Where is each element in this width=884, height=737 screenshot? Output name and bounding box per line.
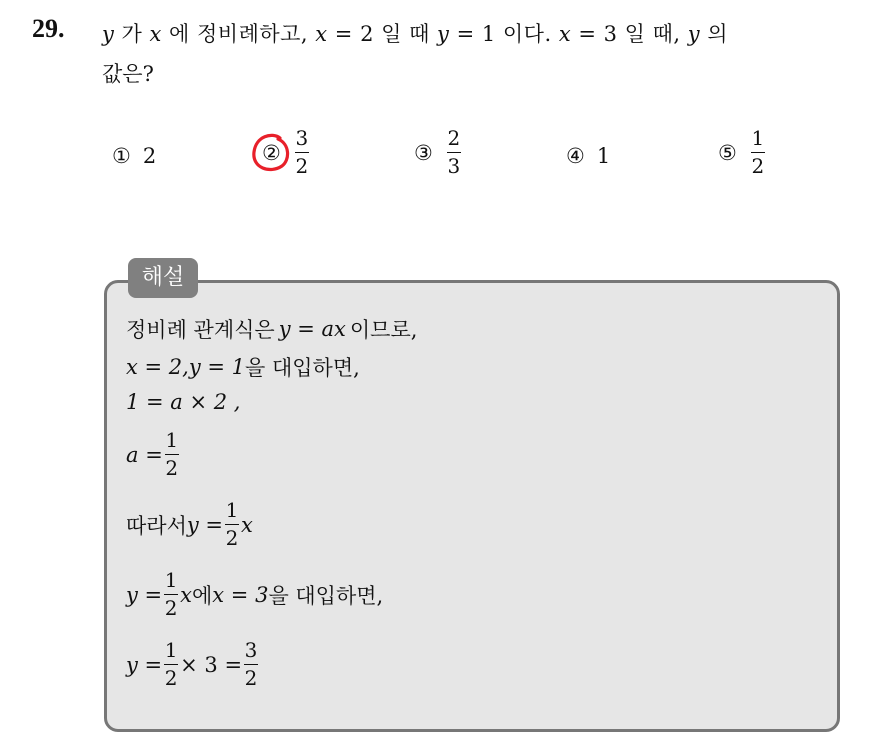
numerator: 1 xyxy=(165,428,179,452)
choice-fraction xyxy=(295,128,309,177)
denominator: 2 xyxy=(244,666,258,690)
question-number: 29. xyxy=(32,14,65,43)
q-text: = 2 일 때 xyxy=(327,22,438,46)
sol-math: y = ax xyxy=(278,317,346,341)
choice-1[interactable] xyxy=(112,144,156,168)
choice-4[interactable] xyxy=(566,144,610,168)
q-text: = 3 일 때, xyxy=(571,22,688,46)
sol-math: x = 3 xyxy=(212,582,269,607)
choice-mark: ④ xyxy=(566,144,585,168)
choice-fraction xyxy=(751,128,765,177)
choice-mark: ② xyxy=(262,140,281,165)
numerator: 3 xyxy=(295,126,309,150)
question-text-line2: 값은? xyxy=(102,62,154,86)
solution-line-4 xyxy=(126,430,181,479)
sol-text: 을 대입하면, xyxy=(245,356,360,380)
choice-value: 2 xyxy=(142,144,157,168)
numerator: 2 xyxy=(447,126,461,150)
var-x: x xyxy=(315,22,328,46)
fraction-bar xyxy=(244,664,258,665)
var-x: x xyxy=(558,22,572,46)
fraction-bar xyxy=(295,152,309,153)
sol-math: y = xyxy=(126,652,163,677)
denominator: 2 xyxy=(165,456,179,480)
numerator: 1 xyxy=(164,568,178,592)
sol-text: 이므로, xyxy=(349,318,418,342)
sol-math: y = xyxy=(186,512,223,537)
sol-text: 에 xyxy=(191,583,213,608)
var-y: y xyxy=(102,22,115,46)
sol-fraction xyxy=(164,640,178,689)
denominator: 2 xyxy=(295,154,309,178)
question-text-line1 xyxy=(102,18,728,48)
q-text: 의 xyxy=(700,22,729,46)
choice-value: 1 xyxy=(596,144,611,168)
sol-fraction xyxy=(225,500,239,549)
solution-line-6 xyxy=(126,570,383,619)
numerator: 1 xyxy=(751,126,765,150)
choice-5[interactable] xyxy=(718,128,767,177)
choice-fraction xyxy=(447,128,461,177)
fraction-bar xyxy=(751,152,765,153)
sol-text: 을 대입하면, xyxy=(268,583,384,608)
fraction-bar xyxy=(164,594,178,595)
choice-mark: ③ xyxy=(414,140,433,165)
q-text: 가 xyxy=(114,22,150,46)
var-x: x xyxy=(149,22,162,46)
q-text: = 1 이다. xyxy=(449,22,559,46)
denominator: 2 xyxy=(225,526,239,550)
fraction-bar xyxy=(165,454,179,455)
var-y: y xyxy=(437,22,450,46)
numerator: 3 xyxy=(244,638,258,662)
choice-mark: ⑤ xyxy=(718,140,737,165)
solution-line-3 xyxy=(126,390,241,414)
solution-line-7 xyxy=(126,640,260,689)
q-text: 에 정비례하고, xyxy=(161,22,316,46)
numerator: 1 xyxy=(164,638,178,662)
sol-math: y = xyxy=(126,582,163,607)
denominator: 2 xyxy=(164,666,178,690)
numerator: 1 xyxy=(225,498,239,522)
sol-math: 1 = a × 2 , xyxy=(126,390,241,414)
choice-3[interactable] xyxy=(414,128,463,177)
choice-2[interactable] xyxy=(262,128,311,177)
sol-fraction xyxy=(244,640,258,689)
sol-math: x xyxy=(180,582,192,607)
sol-math: a = xyxy=(126,442,163,467)
sol-math: x = 2, xyxy=(126,355,189,379)
denominator: 2 xyxy=(164,596,178,620)
sol-math: × 3 = xyxy=(180,652,243,677)
solution-line-2 xyxy=(126,352,360,382)
fraction-bar xyxy=(164,664,178,665)
choice-mark: ① xyxy=(112,144,131,168)
sol-text: 정비례 관계식은 xyxy=(126,318,275,342)
sol-text: 따라서 xyxy=(126,513,187,538)
sol-fraction xyxy=(164,570,178,619)
solution-line-5 xyxy=(126,500,253,549)
var-y: y xyxy=(687,22,701,46)
sol-fraction xyxy=(165,430,179,479)
fraction-bar xyxy=(225,524,239,525)
denominator: 2 xyxy=(751,154,765,178)
fraction-bar xyxy=(447,152,461,153)
denominator: 3 xyxy=(447,154,461,178)
sol-math: x xyxy=(241,512,253,537)
solution-line-1 xyxy=(126,314,417,344)
sol-math: y = 1 xyxy=(188,355,245,379)
solution-tag: 해설 xyxy=(128,258,198,298)
